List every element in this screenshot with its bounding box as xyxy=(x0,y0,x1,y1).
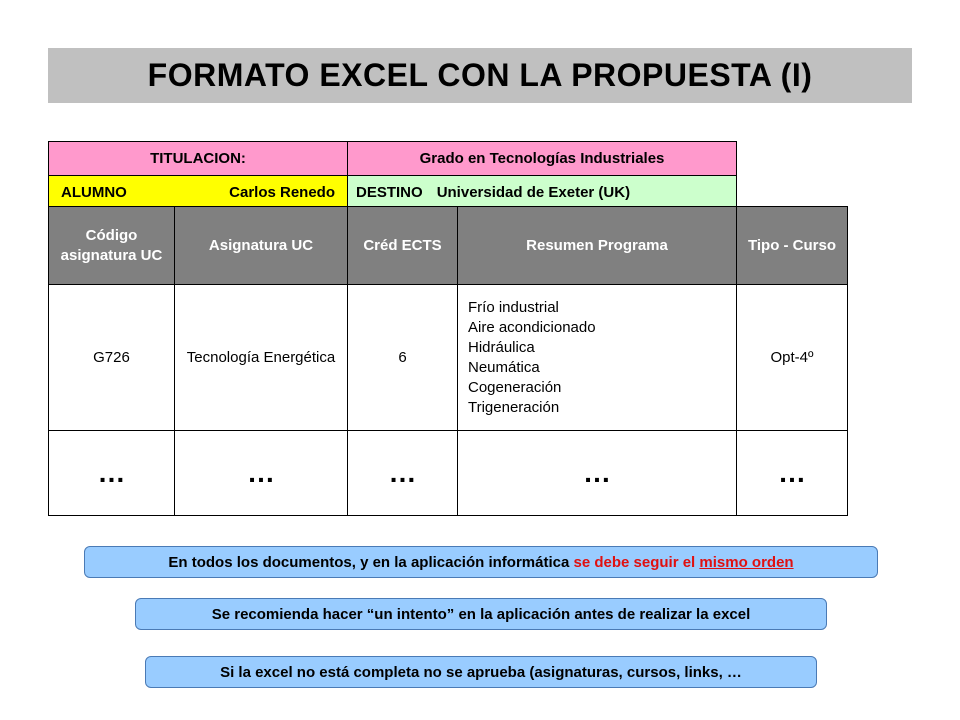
info-table xyxy=(48,141,737,210)
titulacion-value: Grado en Tecnologías Industriales xyxy=(348,142,737,176)
resumen-line: Aire acondicionado xyxy=(468,318,596,336)
alumno-value: Carlos Renedo xyxy=(229,184,335,201)
cell-asignatura: Tecnología Energética xyxy=(175,285,348,431)
note-text: En todos los documentos, y en la aplicación informática xyxy=(168,553,574,571)
header-creditos: Créd ECTS xyxy=(348,207,458,285)
cell-codigo: G726 xyxy=(49,285,175,431)
resumen-line: Neumática xyxy=(468,358,540,376)
header-tipo: Tipo - Curso xyxy=(737,207,848,285)
destino-cell xyxy=(348,176,737,210)
title-bar xyxy=(48,48,912,103)
destino-value: Universidad de Exeter (UK) xyxy=(436,184,631,201)
cell-tipo: Opt-4º xyxy=(737,285,848,431)
note-text: Si la excel no está completa no se aprueba (asignaturas, cursos, links, … xyxy=(220,663,742,681)
note-text: Se recomienda hacer “un intento” en la aplicación antes de realizar la excel xyxy=(211,605,751,623)
table-row xyxy=(49,285,848,431)
ellipsis-cell: … xyxy=(175,431,348,516)
ellipsis-cell: … xyxy=(49,431,175,516)
ellipsis-row xyxy=(49,431,848,516)
ellipsis-cell: … xyxy=(737,431,848,516)
alumno-label: ALUMNO xyxy=(61,184,127,201)
resumen-line: Trigeneración xyxy=(468,398,560,416)
header-row xyxy=(49,207,848,285)
page-title: FORMATO EXCEL CON LA PROPUESTA (I) xyxy=(147,57,813,93)
header-asignatura: Asignatura UC xyxy=(175,207,348,285)
cell-resumen xyxy=(458,285,737,431)
resumen-line: Cogeneración xyxy=(468,378,562,396)
alumno-cell xyxy=(49,176,348,210)
subjects-table xyxy=(48,206,848,516)
header-resumen: Resumen Programa xyxy=(458,207,737,285)
note-text-red-underlined: mismo orden xyxy=(699,553,794,571)
header-codigo: Código asignatura UC xyxy=(49,207,175,285)
resumen-line: Frío industrial xyxy=(468,298,559,316)
ellipsis-cell: … xyxy=(458,431,737,516)
resumen-line: Hidráulica xyxy=(468,338,535,356)
note-complete-excel xyxy=(145,656,817,688)
note-same-order xyxy=(84,546,878,578)
destino-label: DESTINO xyxy=(356,184,423,201)
ellipsis-cell: … xyxy=(348,431,458,516)
cell-creditos: 6 xyxy=(348,285,458,431)
titulacion-label: TITULACION: xyxy=(49,142,348,176)
note-text-red: se debe seguir el xyxy=(573,553,700,571)
note-try-first xyxy=(135,598,827,630)
